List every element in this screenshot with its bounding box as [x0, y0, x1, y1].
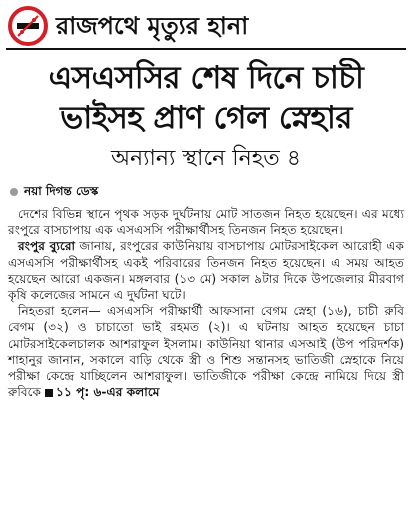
- bullet-icon: [10, 188, 18, 196]
- square-bullet-icon: [45, 389, 53, 397]
- headline-line-1: এসএসসির শেষ দিনে চাচী: [48, 60, 364, 96]
- road-accident-logo-icon: [8, 6, 48, 46]
- continuation-text: ১১ পৃ: ৬-এর কলামে: [56, 385, 160, 400]
- continuation-note[interactable]: [41, 385, 159, 399]
- headline-line-2: ভাইসহ প্রাণ গেল স্নেহার: [60, 100, 352, 136]
- paragraph-1: দেশের বিভিন্ন স্থানে পৃথক সড়ক দুর্ঘটনায় মোট সাতজন নিহত হয়েছেন। এর মধ্যে রংপুরে বাসচাপায় এক এসএসসি পরীক্ষার্থীসহ তিনজন নিহত হয়েছেন।: [8, 207, 404, 238]
- article-body: [8, 206, 404, 400]
- article-byline: [10, 182, 98, 200]
- section-title: রাজপথে মৃত্যুর হানা: [56, 12, 249, 40]
- paragraph-3-text: নিহতরা হলেন— এসএসসি পরীক্ষার্থী আফসানা বেগম স্নেহা (১৬), চাচী রুবি বেগম (৩২) ও চাচাতো ভাই রহমত (২)। এ ঘটনায় আহত হয়েছেন চাচা মোটরসাইকেলচালক আশরাফুল ইসলাম। কাউনিয়া থানার এসআই (উপ পরিদর্শক) শাহানুর জানান, সকালে বাড়ি থেকে স্ত্রী ও শিশু সন্তানসহ ভাতিজী স্নেহাকে নিয়ে পরীক্ষা কেন্দ্রে যাচ্ছিলেন আশরাফুল। ভাতিজীকে পরীক্ষা কেন্দ্রে নামিয়ে দিয়ে স্ত্রী রুবিকে: [8, 304, 404, 400]
- paragraph-2: [8, 238, 404, 303]
- article-subheadline: অন্যান্য স্থানে নিহত ৪: [110, 146, 302, 171]
- section-header: [0, 0, 412, 56]
- dateline: রংপুর ব্যুরো: [18, 239, 76, 254]
- paragraph-3: [8, 303, 404, 400]
- header-divider: [6, 48, 406, 50]
- paragraph-2-text: জানায়, রংপুরের কাউনিয়ায় বাসচাপায় মোটরসাইকেল আরোহী এক এসএসসি পরীক্ষার্থীসহ একই পরিবারের তিনজন নিহত হয়েছেন। এ সময় আহত হয়েছেন আরো একজন। মঙ্গলবার (১৩ মে) সকাল ৯টার দিকে উপজেলার মীরবাগ কৃষি কলেজের সামনে এ দুর্ঘটনা ঘটে।: [8, 239, 404, 303]
- byline-text: নয়া দিগন্ত ডেস্ক: [24, 184, 99, 198]
- article-headline: [4, 58, 408, 138]
